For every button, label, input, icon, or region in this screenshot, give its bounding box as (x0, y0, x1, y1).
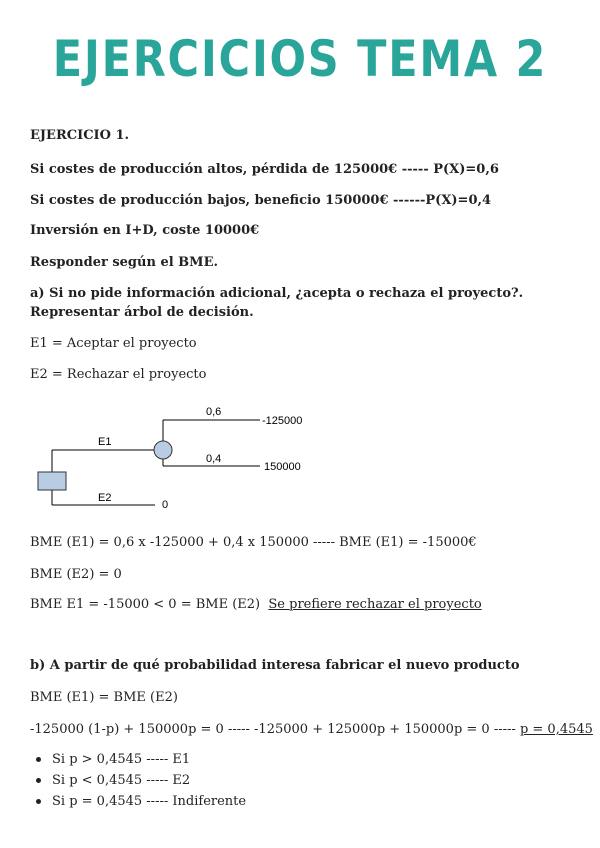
derivation-text: -125000 (1-p) + 150000p = 0 ----- -125000 + 125000p + 150000p = 0 ----- (30, 722, 520, 737)
tree-prob-lower: 0,4 (206, 453, 222, 465)
tree-label-e2: E2 (98, 492, 112, 504)
statement-high-costs: Si costes de producción altos, pérdida de 125000€ ----- P(X)=0,6 (30, 162, 499, 177)
exercise-heading: EJERCICIO 1. (30, 128, 130, 143)
list-item: Si p < 0,4545 ----- E2 (36, 770, 246, 791)
derivation-b (30, 721, 593, 738)
decision-tree (0, 400, 600, 520)
bme-e1: BME (E1) = 0,6 x -125000 + 0,4 x 150000 ----- BME (E1) = -15000€ (30, 535, 477, 550)
list-item: Si p = 0,4545 ----- Indiferente (36, 791, 246, 812)
conclusion-a: Se prefiere rechazar el proyecto (268, 597, 482, 612)
tree-value-upper: -125000 (262, 415, 303, 427)
bme-comparison-text: BME E1 = -15000 < 0 = BME (E2) (30, 597, 261, 612)
tree-value-reject: 0 (162, 499, 169, 511)
list-item: Si p > 0,4545 ----- E1 (36, 749, 246, 770)
option-e2: E2 = Rechazar el proyecto (30, 367, 207, 382)
decision-node-square (38, 472, 66, 490)
question-a: a) Si no pide información adicional, ¿acepta o rechaza el proyecto?. Representar árbol de decisión. (30, 286, 524, 320)
statement-low-costs: Si costes de producción bajos, beneficio 150000€ ------P(X)=0,4 (30, 193, 492, 208)
statement-investment: Inversión en I+D, coste 10000€ (30, 223, 260, 238)
equation-b: BME (E1) = BME (E2) (30, 690, 178, 705)
result-b: p = 0,4545 (519, 722, 593, 737)
tree-prob-upper: 0,6 (206, 406, 222, 418)
statement-instruction: Responder según el BME. (30, 255, 218, 270)
tree-label-e1: E1 (98, 436, 112, 448)
page-title: EJERCICIOS TEMA 2 (52, 30, 548, 88)
tree-value-lower: 150000 (264, 461, 301, 473)
question-b: b) A partir de qué probabilidad interesa fabricar el nuevo producto (30, 658, 520, 673)
bme-e2: BME (E2) = 0 (30, 567, 122, 582)
bme-comparison (30, 596, 482, 613)
option-e1: E1 = Aceptar el proyecto (30, 336, 197, 351)
result-bullet-list (36, 749, 246, 812)
chance-node-circle (154, 441, 172, 459)
